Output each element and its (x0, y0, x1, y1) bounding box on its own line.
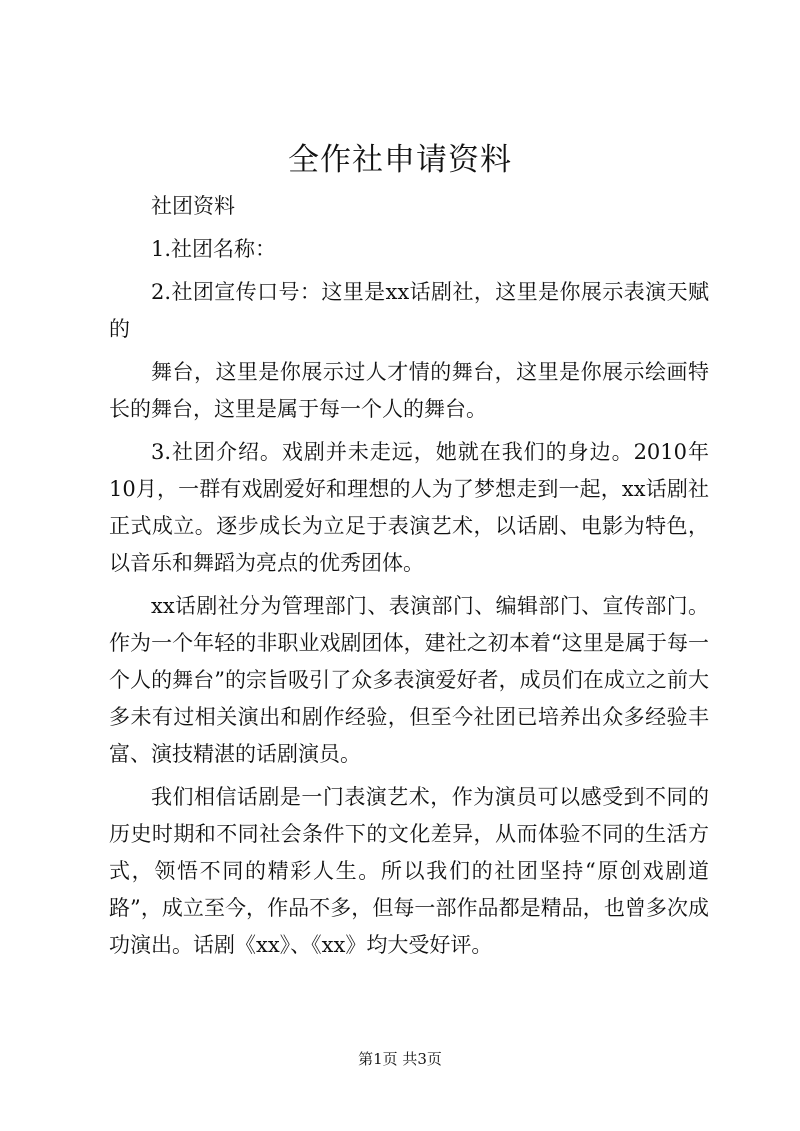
paragraph-philosophy: 我们相信话剧是一门表演艺术，作为演员可以感受到不同的历史时期和不同社会条件下的文化差异，从而体验不同的生活方式，领悟不同的精彩人生。所以我们的社团坚持“原创戏剧道路”，成立至今，作品不多，但每一部作品都是精品，也曾多次成功演出。话剧《xx》、《xx》均大受好评。 (109, 785, 709, 957)
paragraph-club-name: 1.社团名称： (151, 237, 277, 261)
paragraph-slogan-continued: 舞台，这里是你展示过人才情的舞台，这里是你展示绘画特长的舞台，这里是属于每一个人的舞台。 (109, 360, 709, 421)
paragraph-section-heading: 社团资料 (151, 194, 235, 218)
document-body (109, 188, 709, 964)
page-number-footer: 第1页 共3页 (358, 1050, 442, 1068)
paragraph-departments: xx话剧社分为管理部门、表演部门、编辑部门、宣传部门。作为一个年轻的非职业戏剧团体，建社之初本着“这里是属于每一个人的舞台”的宗旨吸引了众多表演爱好者，成员们在成立之前大多未有过相关演出和剧作经验，但至今社团已培养出众多经验丰富、演技精湛的话剧演员。 (109, 594, 709, 766)
paragraph-introduction: 3.社团介绍。戏剧并未走远，她就在我们的身边。2010年10月，一群有戏剧爱好和理想的人为了梦想走到一起，xx话剧社正式成立。逐步成长为立足于表演艺术，以话剧、电影为特色，以音乐和舞蹈为亮点的优秀团体。 (109, 440, 709, 575)
document-title: 全作社申请资料 (288, 142, 512, 178)
paragraph-slogan: 2.社团宣传口号：这里是xx话剧社，这里是你展示表演天赋的 (109, 280, 709, 341)
